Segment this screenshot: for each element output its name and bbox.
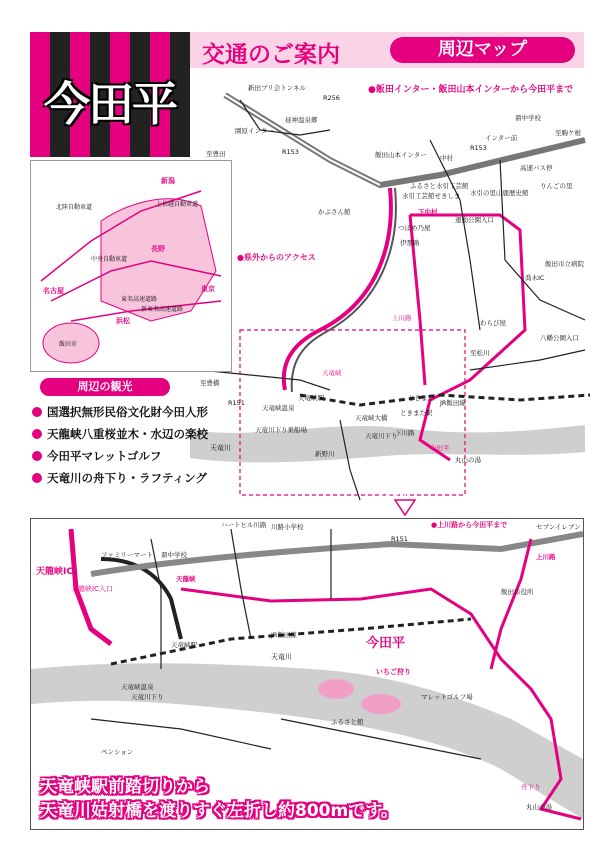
map-label: R151: [228, 399, 245, 407]
detail-map-pin: 今田平: [366, 636, 406, 651]
region-note: ●県外からのアクセス: [237, 253, 316, 262]
detail-label: JR飯田線: [271, 631, 297, 639]
detail-label: ファミリーマート: [101, 551, 153, 559]
map-label: 天竜峡温泉: [262, 404, 295, 412]
inset-label: 北陸自動車道: [56, 204, 93, 211]
page-title: 交通のご案内: [202, 42, 340, 68]
map-label: 八幡公園入口: [540, 334, 579, 342]
inset-label: 東京: [201, 285, 215, 293]
tenryu-river-top: [190, 425, 585, 462]
logo-title: 今田平: [44, 77, 176, 131]
map-label: 至松川: [470, 349, 490, 357]
detail-label: 天竜峡温泉: [121, 683, 154, 691]
detail-label: 川路小学校: [271, 523, 304, 531]
map-label: R256: [323, 94, 340, 102]
detail-label: 天龍峡IC入口: [71, 585, 113, 593]
inset-map: [30, 160, 232, 372]
inset-label: 新東名高速道路: [141, 306, 184, 313]
detail-note: ●上川路から今田平まで: [431, 521, 508, 529]
map-label: 新野川: [315, 450, 335, 458]
detail-label: R151: [391, 535, 408, 543]
map-label: インター前: [485, 134, 518, 142]
detail-label: ふるさと館: [331, 718, 364, 726]
map-label: 高速バス停: [520, 164, 553, 172]
inset-label: 新潟: [161, 177, 175, 185]
map-label: ふるさと水引工芸館: [410, 182, 469, 190]
detail-label: 鼎中学校: [161, 551, 187, 559]
inset-label: 名古屋: [43, 287, 64, 295]
bullet-icon: [32, 451, 42, 461]
map-label: JR飯田線: [440, 399, 466, 407]
map-badge: 周辺マップ: [390, 37, 575, 63]
map-label: わらび屋: [480, 319, 506, 327]
detail-label: いちご狩り: [376, 668, 411, 676]
map-label: かぶさん館: [318, 208, 351, 216]
map-label: 下川路: [395, 429, 415, 437]
map-label: 鼎中学校: [515, 114, 541, 122]
detail-label: ハートヒル川路: [221, 521, 267, 529]
map-label: 運動公園入口: [455, 216, 494, 224]
map-label: ときまた: [408, 394, 434, 402]
detail-label: ペンション: [101, 748, 134, 756]
map-label: 至豊田: [206, 150, 226, 158]
map-label: 下中村: [418, 208, 438, 216]
map-label: 今田平: [430, 444, 450, 452]
map-label: 天竜川下り: [365, 432, 398, 440]
map-label: 水引工芸館せきしま: [402, 192, 461, 200]
detail-label: 天竜峡駅: [171, 641, 197, 649]
map-label: 至駒ケ根: [555, 129, 581, 137]
map-label: 至豊橋: [200, 379, 220, 387]
inset-label: 飯田市: [59, 341, 78, 348]
detail-label: 舟下り: [521, 783, 541, 791]
map-label: 天竜峡駅: [298, 394, 324, 402]
map-label: 丸山の湯: [455, 456, 481, 464]
map-label: つばめ乃屋: [398, 224, 431, 232]
map-label: 天竜川下り乗船場: [255, 426, 307, 434]
bullet-icon: [32, 473, 42, 483]
map-label: 天竜川: [210, 444, 231, 452]
directions-line-2: 天竜川姑射橋を渡りすぐ左折し約800mです。: [40, 801, 398, 821]
map-label: りんごの里: [540, 182, 573, 190]
bullet-icon: [32, 429, 42, 439]
sights-heading: 周辺の観光: [40, 378, 170, 396]
access-route: [410, 215, 525, 460]
top-map-pin: 今田平: [375, 483, 412, 497]
map-label: 園原インター: [235, 127, 274, 135]
map-label: 新田ブリ会トンネル: [248, 84, 307, 92]
map-label: R153: [282, 148, 299, 156]
inset-label: 中央自動車道: [91, 256, 128, 263]
inset-label: 長野: [151, 245, 165, 253]
sight-item: 天竜川の舟下り・ラフティング: [32, 470, 207, 486]
map-label: ときまた駅: [400, 409, 433, 417]
map-label: 天竜峡: [322, 369, 342, 377]
route-note: ●飯田インター・飯田山本インターから今田平まで: [368, 85, 574, 95]
inset-label: 浜松: [116, 317, 130, 325]
inset-label: 東名高速道路: [121, 296, 158, 303]
sight-item: 天龍峡八重桜並木・水辺の楽校: [32, 426, 208, 442]
map-label: 伊那路: [400, 239, 420, 247]
map-label: 中村: [440, 154, 453, 162]
map-label: 水引の里山鹿歴史館: [470, 189, 529, 197]
map-label: 昼神温泉郷: [285, 116, 318, 124]
bullet-icon: [32, 407, 42, 417]
detail-label: 飯田市役所: [501, 588, 534, 596]
detail-label: マレットゴルフ場: [421, 693, 473, 701]
detail-label: 天龍峡IC: [36, 567, 73, 577]
inset-label: 上信越自動車道: [156, 201, 199, 208]
detail-label: 上川路: [536, 553, 556, 561]
map-label: 喬木IC: [525, 274, 545, 282]
expressway-pink: [284, 188, 391, 390]
sight-item: 今田平マレットゴルフ: [32, 448, 161, 464]
map-label: R153: [470, 144, 487, 152]
sight-item: 国選択無形民俗文化財今田人形: [32, 404, 208, 420]
detail-label: 天竜川下り: [131, 693, 164, 701]
map-label: 飯田山本インター: [375, 151, 427, 159]
directions-line-1: 天竜峡駅前踏切りから: [40, 777, 210, 797]
detail-label: セブンイレブン: [536, 523, 581, 531]
detail-label: 天竜川: [271, 653, 292, 661]
map-label: 天竜峡大橋: [355, 414, 388, 422]
detail-label: 丸山の湯: [526, 803, 552, 811]
map-label: 飯田市立病院: [545, 260, 584, 268]
detail-label: 天龍峡: [176, 575, 196, 583]
map-label: 上川路: [392, 314, 412, 322]
